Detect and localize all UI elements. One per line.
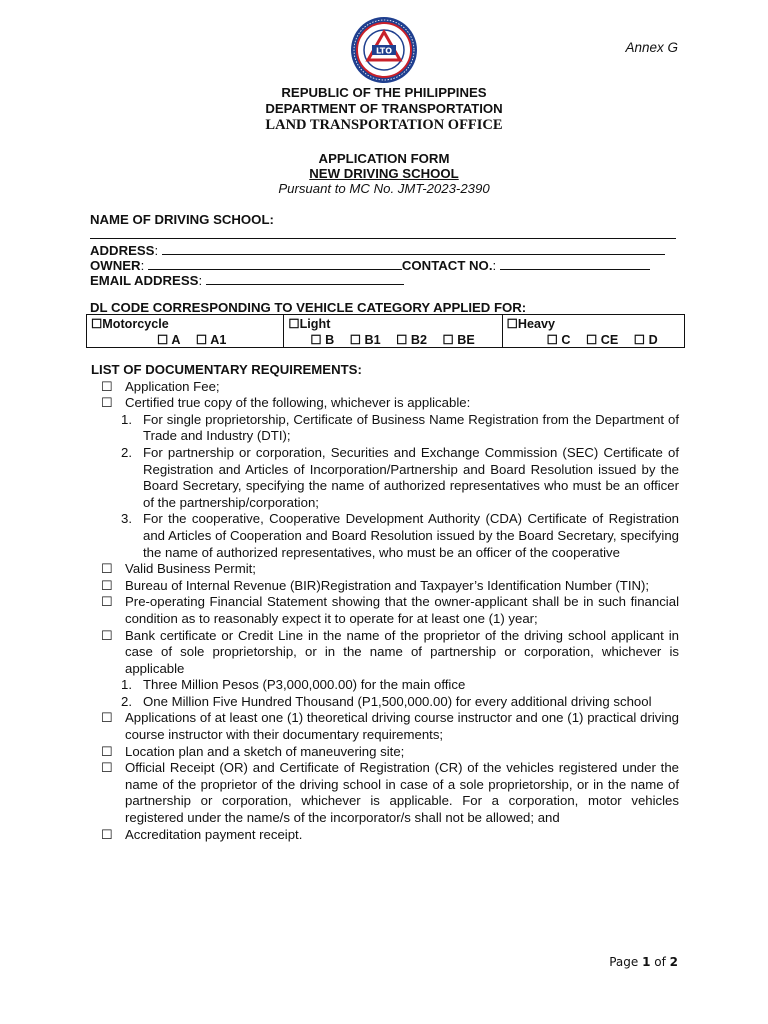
requirement-item xyxy=(91,744,679,761)
checkbox-icon[interactable]: ☐ xyxy=(101,826,113,842)
email-label: EMAIL ADDRESS xyxy=(90,273,199,288)
dl-code-table xyxy=(86,314,685,348)
sub-requirement-text: One Million Five Hundred Thousand (P1,500,000.00) for every additional driving school xyxy=(143,693,652,709)
requirement-text: Bureau of Internal Revenue (BIR)Registration and Taxpayer’s Identification Number (TIN); xyxy=(125,577,650,593)
requirement-text: Location plan and a sketch of maneuvering site; xyxy=(125,743,405,759)
name-field-row xyxy=(90,212,676,227)
address-label: ADDRESS xyxy=(90,243,155,258)
sub-requirement-text: For the cooperative, Cooperative Development Authority (CDA) Certificate of Registration and Articles of Cooperation and Board Resolution issued by the Board Secretary, specifying the name of authorized representatives, who must be an officer of the cooperative xyxy=(143,511,679,560)
sub-requirement: 1. For single proprietorship, Certificate of Business Name Registration from the Department of Trade and Industry (DTI); xyxy=(121,411,679,444)
header-office: LAND TRANSPORTATION OFFICE xyxy=(265,117,503,133)
address-field-row: ADDRESS: xyxy=(90,242,676,258)
dl-option-b1[interactable]: ☐ B1 xyxy=(349,333,381,347)
checkbox-icon[interactable]: ☐ xyxy=(101,378,113,394)
dl-option-d[interactable]: ☐ D xyxy=(633,333,658,347)
sub-requirement: 3. For the cooperative, Cooperative Development Authority (CDA) Certificate of Registration and Articles of Cooperation and Board Resolution issued by the Board Secretary, specifying the name of authorized representatives, who must be an officer of the cooperative xyxy=(121,511,679,560)
dl-category-motorcycle xyxy=(87,315,284,348)
requirement-item xyxy=(91,578,679,595)
requirement-text: Certified true copy of the following, whichever is applicable: xyxy=(125,395,471,411)
dl-option-c[interactable]: ☐ C xyxy=(546,333,571,347)
requirement-item xyxy=(91,561,679,578)
dl-option-be[interactable]: ☐ BE xyxy=(442,333,475,347)
dl-code-heading: DL CODE CORRESPONDING TO VEHICLE CATEGORY APPLIED FOR: xyxy=(90,300,527,315)
lto-seal-logo xyxy=(350,16,418,84)
owner-contact-row: OWNER: CONTACT NO.: xyxy=(90,257,676,273)
name-field-blank[interactable] xyxy=(90,238,676,239)
requirement-text: Application Fee; xyxy=(125,378,220,394)
requirement-item xyxy=(91,594,679,627)
checkbox-icon[interactable]: ☐ xyxy=(101,760,113,776)
heavy-checkbox[interactable]: ☐Heavy xyxy=(506,317,555,331)
requirement-text: Valid Business Permit; xyxy=(125,561,256,577)
sub-requirement-text: For partnership or corporation, Securities and Exchange Commission (SEC) Certificate of Registration and Articles of Incorporation/Partnership and Board Resolution issued by the Board Secretary, specifying the name of authorized representatives who must be an officer of the partnership/corporation; xyxy=(143,444,679,510)
light-checkbox[interactable]: ☐Light xyxy=(288,317,331,331)
checkbox-icon[interactable]: ☐ xyxy=(101,395,113,411)
requirement-text: Pre-operating Financial Statement showing that the owner-applicant shall be in such financial condition as to reasonably expect it to operate for at least one (1) year; xyxy=(125,594,679,626)
dl-option-a[interactable]: ☐ A xyxy=(157,333,181,347)
requirement-item xyxy=(91,827,679,844)
sub-requirement: 2. One Million Five Hundred Thousand (P1,500,000.00) for every additional driving school xyxy=(121,693,652,709)
dl-option-b2[interactable]: ☐ B2 xyxy=(396,333,427,347)
requirement-item xyxy=(91,395,679,412)
contact-label: CONTACT NO. xyxy=(401,258,493,273)
dl-category-light xyxy=(284,315,502,348)
email-blank[interactable] xyxy=(206,272,404,285)
dl-option-ce[interactable]: ☐ CE xyxy=(585,333,619,347)
checkbox-icon[interactable]: ☐ xyxy=(101,561,113,577)
owner-label: OWNER xyxy=(90,258,141,273)
email-field-row: EMAIL ADDRESS: xyxy=(90,272,676,288)
motorcycle-checkbox[interactable]: ☐Motorcycle xyxy=(91,317,169,331)
requirement-text: Bank certificate or Credit Line in the name of the proprietor of the driving school applicant in case of sole proprietorship, or in the name of partnership or corporation, whichever is applicable xyxy=(125,627,679,676)
annex-label: Annex G xyxy=(625,40,678,55)
page-number xyxy=(609,955,678,969)
contact-blank[interactable] xyxy=(500,257,650,270)
sub-requirement-text: Three Million Pesos (P3,000,000.00) for the main office xyxy=(143,677,466,693)
requirement-item xyxy=(91,710,679,743)
checkbox-icon[interactable]: ☐ xyxy=(101,710,113,726)
pursuant-text: Pursuant to MC No. JMT-2023-2390 xyxy=(278,181,490,196)
checkbox-icon[interactable]: ☐ xyxy=(101,577,113,593)
sub-requirement: 1. Three Million Pesos (P3,000,000.00) for the main office xyxy=(121,677,466,693)
form-title: APPLICATION FORM xyxy=(318,151,450,166)
dl-option-a1[interactable]: ☐ A1 xyxy=(195,333,227,347)
requirement-item xyxy=(91,628,679,678)
form-subtitle: NEW DRIVING SCHOOL xyxy=(309,166,459,181)
requirements-list xyxy=(91,362,679,843)
sub-requirement: 2. For partnership or corporation, Securities and Exchange Commission (SEC) Certificate of Registration and Articles of Incorporation/Partnership and Board Resolution issued by the Board Secretary, specifying the name of authorized representatives who must be an officer of the partnership/corporation; xyxy=(121,444,679,510)
address-blank[interactable] xyxy=(162,242,665,255)
requirement-text: Applications of at least one (1) theoretical driving course instructor and one (1) practical driving course instructor with their documentary requirements; xyxy=(125,710,679,743)
checkbox-icon[interactable]: ☐ xyxy=(101,594,113,610)
page-total: 2 xyxy=(669,955,678,969)
dl-option-b[interactable]: ☐ B xyxy=(310,333,335,347)
requirement-text: Official Receipt (OR) and Certificate of Registration (CR) of the vehicles registered under the name of the proprietor of the driving school in case of a sole proprietorship, or in the name of partnership or corporation, whichever is applicable. For a corporation, motor vehicles registered under the name/s of the incorporator/s shall not be allowed; and xyxy=(125,760,679,826)
requirements-heading: LIST OF DOCUMENTARY REQUIREMENTS: xyxy=(91,362,362,377)
header-republic: REPUBLIC OF THE PHILIPPINES xyxy=(281,85,487,100)
requirement-text: Accreditation payment receipt. xyxy=(125,826,303,842)
sub-requirement-text: For single proprietorship, Certificate of Business Name Registration from the Department of Trade and Industry (DTI); xyxy=(143,411,679,444)
checkbox-icon[interactable]: ☐ xyxy=(101,743,113,759)
svg-text:LTO: LTO xyxy=(375,46,393,56)
header-department: DEPARTMENT OF TRANSPORTATION xyxy=(265,101,503,116)
page-current: 1 xyxy=(642,955,651,969)
page-of: of xyxy=(650,955,670,969)
checkbox-icon[interactable]: ☐ xyxy=(101,627,113,643)
owner-blank[interactable] xyxy=(148,257,402,270)
name-label: NAME OF DRIVING SCHOOL: xyxy=(90,212,274,227)
requirement-item xyxy=(91,760,679,826)
requirement-item xyxy=(91,379,679,396)
dl-category-heavy xyxy=(502,315,684,348)
page-prefix: Page xyxy=(609,955,643,969)
